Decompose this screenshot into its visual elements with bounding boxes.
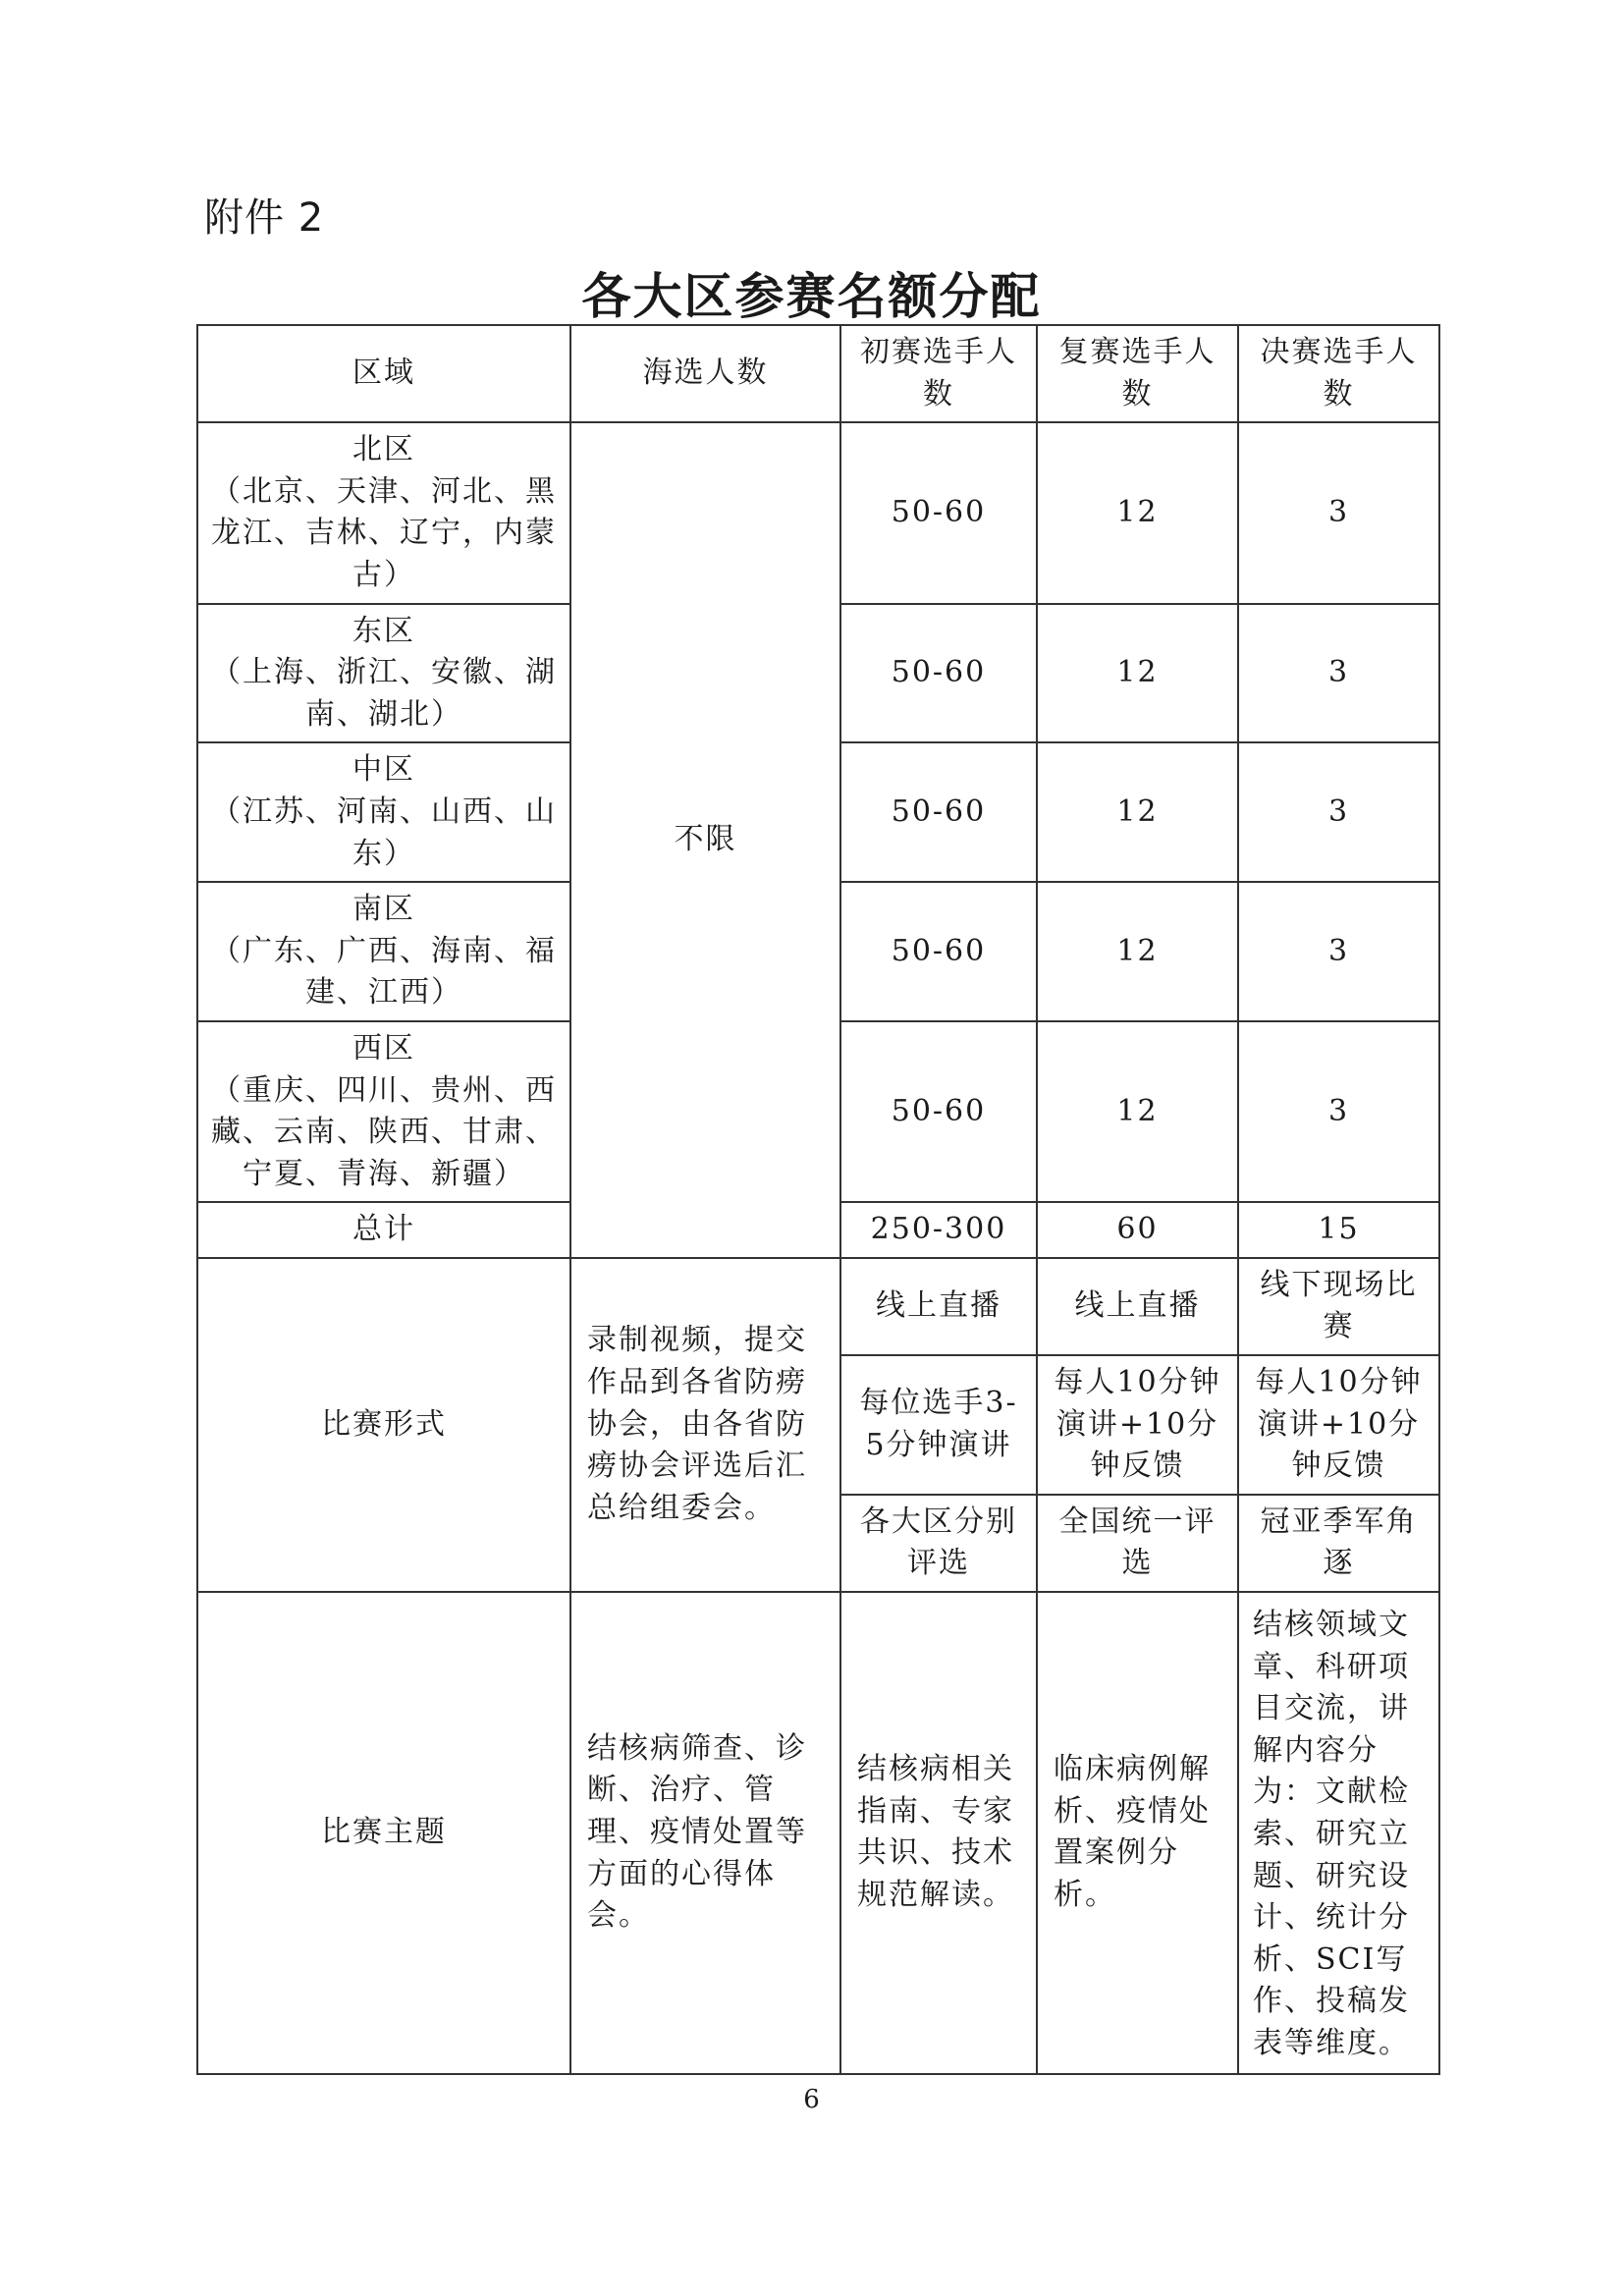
attachment-label: 附件 2 (204, 195, 325, 241)
format-row-mode (197, 1258, 1439, 1355)
theme-audition: 结核病筛查、诊断、治疗、管理、疫情处置等方面的心得体会。 (570, 1592, 840, 2074)
format-mode-preliminary: 线上直播 (840, 1258, 1037, 1355)
header-semifinal: 复赛选手人数 (1037, 325, 1238, 422)
final-count: 3 (1238, 882, 1439, 1021)
theme-final: 结核领域文章、科研项目交流，讲解内容分为：文献检索、研究立题、研究设计、统计分析、SCI写作、投稿发表等维度。 (1238, 1592, 1439, 2074)
region-provinces: （重庆、四川、贵州、西藏、云南、陕西、甘肃、宁夏、青海、新疆） (211, 1072, 557, 1191)
audition-count: 不限 (570, 422, 840, 1258)
format-duration-final: 每人10分钟演讲+10分钟反馈 (1238, 1355, 1439, 1495)
final-count: 3 (1238, 604, 1439, 743)
theme-semifinal: 临床病例解析、疫情处置案例分析。 (1037, 1592, 1238, 2074)
total-preliminary: 250-300 (840, 1202, 1037, 1258)
region-provinces: （江苏、河南、山西、山东） (211, 793, 557, 871)
theme-label: 比赛主题 (197, 1592, 570, 2074)
format-duration-preliminary: 每位选手3-5分钟演讲 (840, 1355, 1037, 1495)
region-name: 南区 (352, 892, 415, 927)
format-label: 比赛形式 (197, 1258, 570, 1592)
total-label: 总计 (197, 1202, 570, 1258)
theme-row (197, 1592, 1439, 2074)
final-count: 3 (1238, 422, 1439, 603)
total-semifinal: 60 (1037, 1202, 1238, 1258)
format-audition: 录制视频，提交作品到各省防痨协会，由各省防痨协会评选后汇总给组委会。 (570, 1258, 840, 1592)
header-audition: 海选人数 (570, 325, 840, 422)
preliminary-count: 50-60 (840, 882, 1037, 1021)
format-mode-final: 线下现场比赛 (1238, 1258, 1439, 1355)
preliminary-count: 50-60 (840, 604, 1037, 743)
region-provinces: （北京、天津、河北、黑龙江、吉林、辽宁，内蒙古） (211, 473, 557, 592)
region-name: 中区 (352, 752, 415, 788)
header-preliminary: 初赛选手人数 (840, 325, 1037, 422)
region-name: 北区 (352, 432, 415, 467)
preliminary-count: 50-60 (840, 742, 1037, 882)
region-cell (197, 882, 570, 1021)
final-count: 3 (1238, 742, 1439, 882)
format-duration-semifinal: 每人10分钟演讲+10分钟反馈 (1037, 1355, 1238, 1495)
semifinal-count: 12 (1037, 1021, 1238, 1202)
header-row (197, 325, 1439, 422)
region-name: 东区 (352, 613, 415, 648)
region-cell (197, 1021, 570, 1202)
semifinal-count: 12 (1037, 422, 1238, 603)
region-cell (197, 604, 570, 743)
format-judging-preliminary: 各大区分别评选 (840, 1495, 1037, 1592)
preliminary-count: 50-60 (840, 422, 1037, 603)
page-title: 各大区参赛名额分配 (581, 268, 1042, 325)
page-number: 6 (803, 2085, 820, 2114)
theme-preliminary: 结核病相关指南、专家共识、技术规范解读。 (840, 1592, 1037, 2074)
region-cell (197, 742, 570, 882)
region-name: 西区 (352, 1030, 415, 1066)
header-region: 区域 (197, 325, 570, 422)
semifinal-count: 12 (1037, 742, 1238, 882)
format-judging-semifinal: 全国统一评选 (1037, 1495, 1238, 1592)
format-mode-semifinal: 线上直播 (1037, 1258, 1238, 1355)
region-provinces: （上海、浙江、安徽、湖南、湖北） (211, 655, 557, 732)
format-judging-final: 冠亚季军角逐 (1238, 1495, 1439, 1592)
semifinal-count: 12 (1037, 882, 1238, 1021)
header-final: 决赛选手人数 (1238, 325, 1439, 422)
region-cell (197, 422, 570, 603)
total-final: 15 (1238, 1202, 1439, 1258)
quota-table (196, 324, 1440, 2075)
region-provinces: （广东、广西、海南、福建、江西） (211, 933, 557, 1011)
semifinal-count: 12 (1037, 604, 1238, 743)
preliminary-count: 50-60 (840, 1021, 1037, 1202)
final-count: 3 (1238, 1021, 1439, 1202)
region-row-north (197, 422, 1439, 603)
